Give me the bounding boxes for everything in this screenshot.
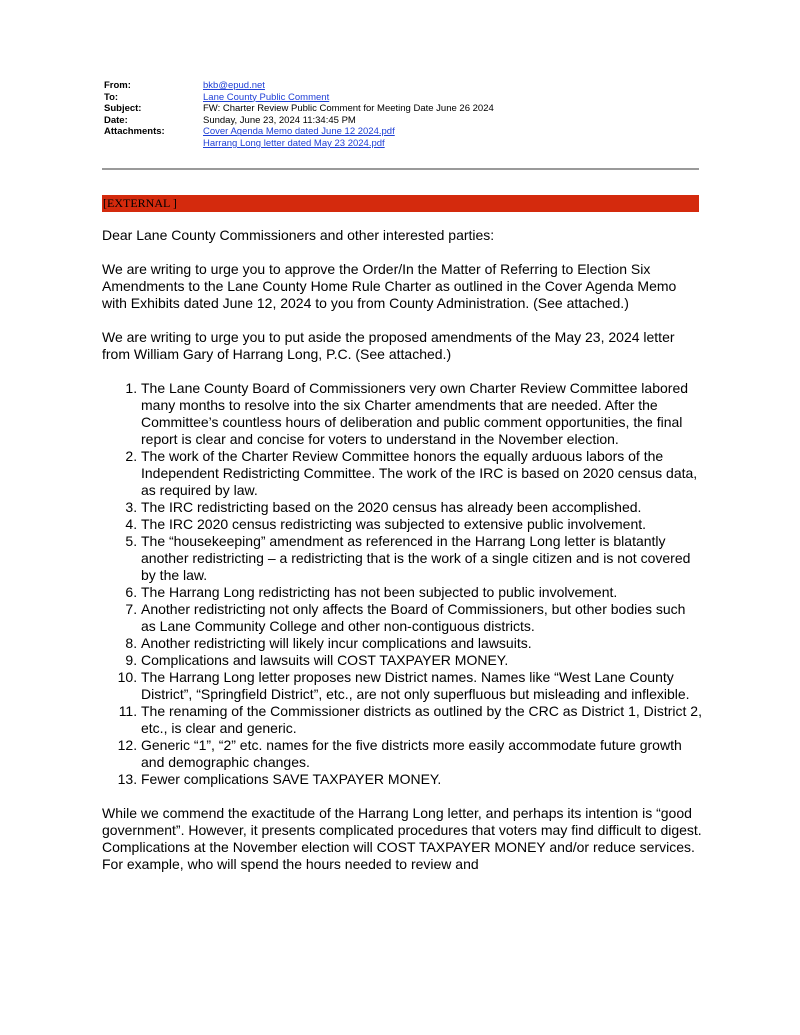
list-item: 7. Another redistricting not only affects the Board of Commissioners, but other bodies such as Lane Community College and other non-contiguous districts.	[141, 601, 702, 635]
from-label: From:	[104, 80, 131, 91]
list-item: 3. The IRC redistricting based on the 2020 census has already been accomplished.	[141, 499, 702, 516]
letter-body	[102, 227, 702, 890]
from-email-link[interactable]: bkb@epud.net	[203, 80, 265, 91]
to-recipient-link[interactable]: Lane County Public Comment	[203, 91, 330, 103]
list-item: 6. The Harrang Long redistricting has not been subjected to public involvement.	[141, 584, 702, 601]
date-value: Sunday, June 23, 2024 11:34:45 PM	[203, 114, 356, 126]
list-item: 2. The work of the Charter Review Committee honors the equally arduous labors of the Independent Redistricting Committee. The work of the IRC is based on 2020 census data, as required by law.	[141, 448, 702, 499]
list-item: 12. Generic “1”, “2” etc. names for the five districts more easily accommodate future growth and demographic changes.	[141, 737, 702, 771]
numbered-points	[102, 380, 702, 788]
attachments-row	[104, 126, 700, 149]
email-header	[104, 80, 700, 150]
attachment-link-cover-memo[interactable]: Cover Agenda Memo dated June 12 2024.pdf	[203, 126, 395, 138]
paragraph-put-aside: We are writing to urge you to put aside the proposed amendments of the May 23, 2024 letter from William Gary of Harrang Long, P.C. (See attached.)	[102, 329, 675, 362]
list-item: 10. The Harrang Long letter proposes new District names. Names like “West Lane County District”, “Springfield District”, etc., are not only superfluous but misleading and inflexible.	[141, 669, 702, 703]
to-row	[104, 92, 700, 104]
list-item: 9. Complications and lawsuits will COST TAXPAYER MONEY.	[141, 652, 702, 669]
from-row	[104, 80, 700, 92]
subject-value: FW: Charter Review Public Comment for Meeting Date June 26 2024	[203, 103, 494, 115]
subject-row	[104, 103, 700, 115]
salutation: Dear Lane County Commissioners and other interested parties:	[102, 227, 495, 243]
list-item: 8. Another redistricting will likely incur complications and lawsuits.	[141, 635, 702, 652]
header-divider	[102, 168, 699, 170]
date-label: Date:	[104, 114, 128, 126]
date-row	[104, 115, 700, 127]
list-item: 5. The “housekeeping” amendment as referenced in the Harrang Long letter is blatantly another redistricting – a redistricting that is the work of a single citizen and is not covered by the law.	[141, 533, 702, 584]
attachments-list	[203, 126, 700, 149]
to-label: To:	[104, 91, 119, 103]
subject-label: Subject:	[104, 103, 142, 115]
list-item: 4. The IRC 2020 census redistricting was subjected to extensive public involvement.	[141, 516, 702, 533]
paragraph-commend: While we commend the exactitude of the Harrang Long letter, and perhaps its intention is “good government”. However, it presents complicated procedures that voters may find difficult to digest. Complications at the November election will COST TAXPAYER MONEY and/or reduce services. For example, who will spend the hours needed to review and	[102, 805, 702, 872]
attachments-label: Attachments:	[104, 126, 165, 138]
paragraph-approve: We are writing to urge you to approve the Order/In the Matter of Referring to Election Six Amendments to the Lane County Home Rule Charter as outlined in the Cover Agenda Memo with Exhibits dated June 12, 2024 to you from County Administration. (See attached.)	[102, 261, 677, 311]
list-item: 13. Fewer complications SAVE TAXPAYER MONEY.	[141, 771, 702, 788]
list-item: 11. The renaming of the Commissioner districts as outlined by the CRC as District 1, District 2, etc., is clear and generic.	[141, 703, 702, 737]
attachment-link-harrang-letter[interactable]: Harrang Long letter dated May 23 2024.pdf	[203, 137, 385, 149]
external-banner: [EXTERNAL ]	[102, 195, 699, 212]
list-item: 1. The Lane County Board of Commissioners very own Charter Review Committee labored many months to resolve into the six Charter amendments that are needed. After the Committee’s countless hours of deliberation and public comment opportunities, the final report is clear and concise for voters to understand in the November election.	[141, 380, 702, 448]
